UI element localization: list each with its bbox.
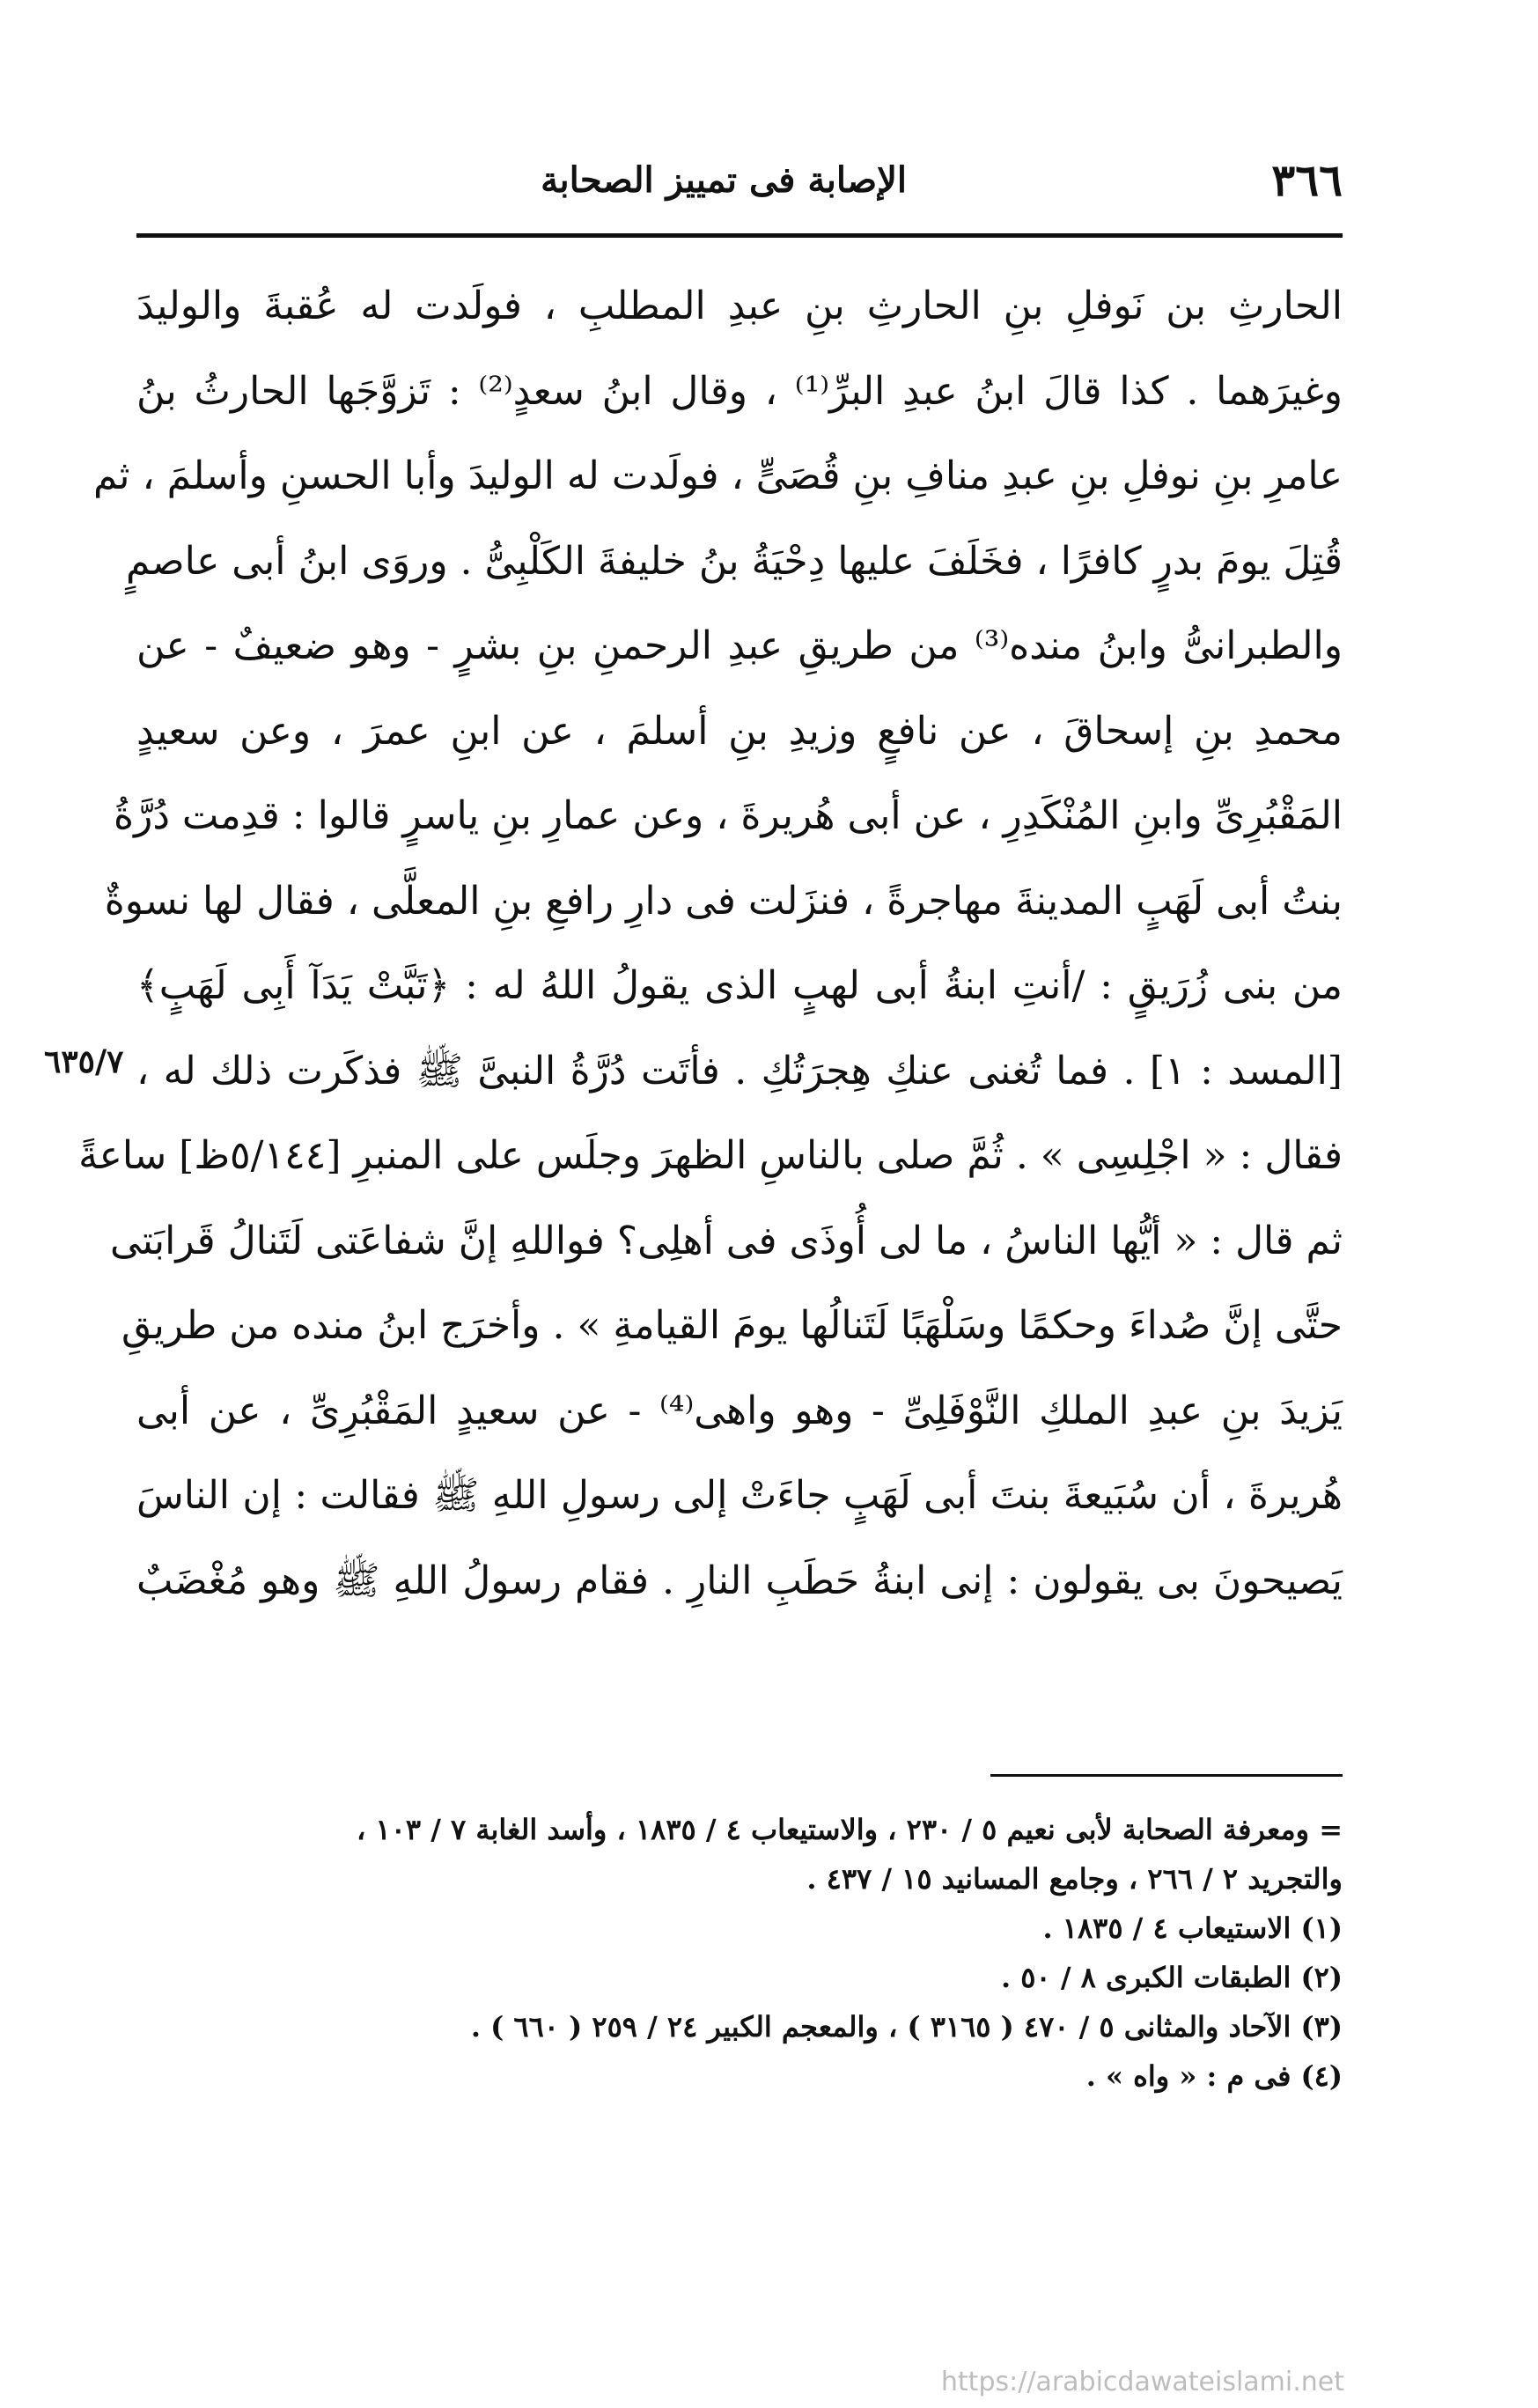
text-line: وغيرَهما . كذا قالَ ابنُ عبدِ البرِّ⁽¹⁾ ، وقال ابنُ سعدٍ⁽²⁾ : تَزوَّجَها الحارثُ بنُ [136,368,1343,414]
footnotes [136,1805,1343,2101]
text-line: من بنى زُرَيقٍ : /أنتِ ابنةُ أبى لهبٍ الذى يقولُ اللهُ له : ﴿تَبَّتْ يَدَآ أَبِى لَهَبٍ﴾ [136,963,1343,1008]
text-line: قُتِلَ يومَ بدرٍ كافرًا ، فخَلَفَ عليها دِحْيَةُ بنُ خليفةَ الكَلْبِىُّ . وروَى ابنُ أبى عاصمٍ [126,538,1343,584]
text-line: فقال : « اجْلِسِى » . ثُمَّ صلى بالناسِ الظهرَ وجلَس على المنبرِ [٥/١٤٤ظ] ساعةً [78,1133,1343,1178]
text-line: ثم قال : « أيُّها الناسُ ، ما لى أُوذَى فى أهلِى؟ فواللهِ إنَّ شفاعَتى لَتَنالُ قَرابَتى [109,1218,1343,1263]
page-number: ٣٦٦ [1271,154,1343,206]
text-line: المَقْبُرِىِّ وابنِ المُنْكَدِرِ ، عن أبى هُريرةَ ، وعن عمارِ بنِ ياسرٍ قالوا : قدِمت دُرَّةُ [114,793,1343,838]
margin-reference: ٦٣٥/٧ [44,1043,124,1080]
footnote-rule [990,1774,1343,1777]
page-header [136,154,1343,207]
text-line: حتَّى إنَّ صُداءَ وحكمًا وسَلْهَبًا لَتَنالُها يومَ القيامةِ » . وأخرَج ابنُ منده من طريقِ [121,1303,1343,1348]
footnote: (١) الاستيعاب ٤ / ١٨٣٥ . [1042,1911,1343,1945]
footnote: (٤) فى م : « واه » . [1085,2059,1343,2093]
footnote: = ومعرفة الصحابة لأبى نعيم ٥ / ٢٣٠ ، والاستيعاب ٤ / ١٨٣٥ ، وأسد الغابة ٧ / ١٠٣ ، [357,1813,1343,1846]
footnote: (٣) الآحاد والمثانى ٥ / ٤٧٠ ( ٣١٦٥ ) ، والمعجم الكبير ٢٤ / ٢٥٩ ( ٦٦٠ ) . [470,2010,1343,2043]
text-line: هُريرةَ ، أن سُبَيعةَ بنتَ أبى لَهَبٍ جاءَتْ إلى رسولِ اللهِ ﷺ فقالت : إن الناسَ [136,1473,1343,1518]
text-line: يَصيحونَ بى يقولون : إنى ابنةُ حَطَبِ النارِ . فقام رسولُ اللهِ ﷺ وهو مُغْضَبٌ [136,1557,1343,1603]
text-line: عامرِ بنِ نوفلِ بنِ عبدِ منافِ بنِ قُصَىٍّ ، فولَدت له الوليدَ وأبا الحسنِ وأسلمَ ، ثم [92,453,1343,498]
book-title: الإصابة فى تمييز الصحابة [541,159,907,201]
header-rule [136,233,1343,238]
text-line: [المسد : ١] . فما تُغنى عنكِ هِجرَتُكِ . فأتَت دُرَّةُ النبىَّ ﷺ فذكَرت ذلك له ، [136,1048,1343,1094]
text-line: بنتُ أبى لَهَبٍ المدينةَ مهاجرةً ، فنزَلت فى دارِ رافعِ بنِ المعلَّى ، فقال لها نسوةٌ [104,878,1343,924]
footnote: والتجريد ٢ / ٢٦٦ ، وجامع المسانيد ١٥ / ٤٣٧ . [806,1862,1343,1896]
watermark-url: https://arabicdawateislami.net [940,2367,1344,2397]
text-line: محمدِ بنِ إسحاقَ ، عن نافعٍ وزيدِ بنِ أسلمَ ، عن ابنِ عمرَ ، وعن سعيدٍ [136,708,1343,754]
text-line: والطبرانىُّ وابنُ منده⁽³⁾ من طريقِ عبدِ الرحمنِ بنِ بشرٍ - وهو ضعيفٌ - عن [136,623,1343,668]
text-line: الحارثِ بن نَوفلِ بنِ الحارثِ بنِ عبدِ المطلبِ ، فولَدت له عُقبةَ والوليدَ [136,284,1343,328]
footnote: (٢) الطبقات الكبرى ٨ / ٥٠ . [1001,1961,1343,1994]
text-line: يَزيدَ بنِ عبدِ الملكِ النَّوْفَلِىِّ - وهو واهى⁽⁴⁾ - عن سعيدٍ المَقْبُرِىِّ ، عن أبى [136,1388,1343,1433]
